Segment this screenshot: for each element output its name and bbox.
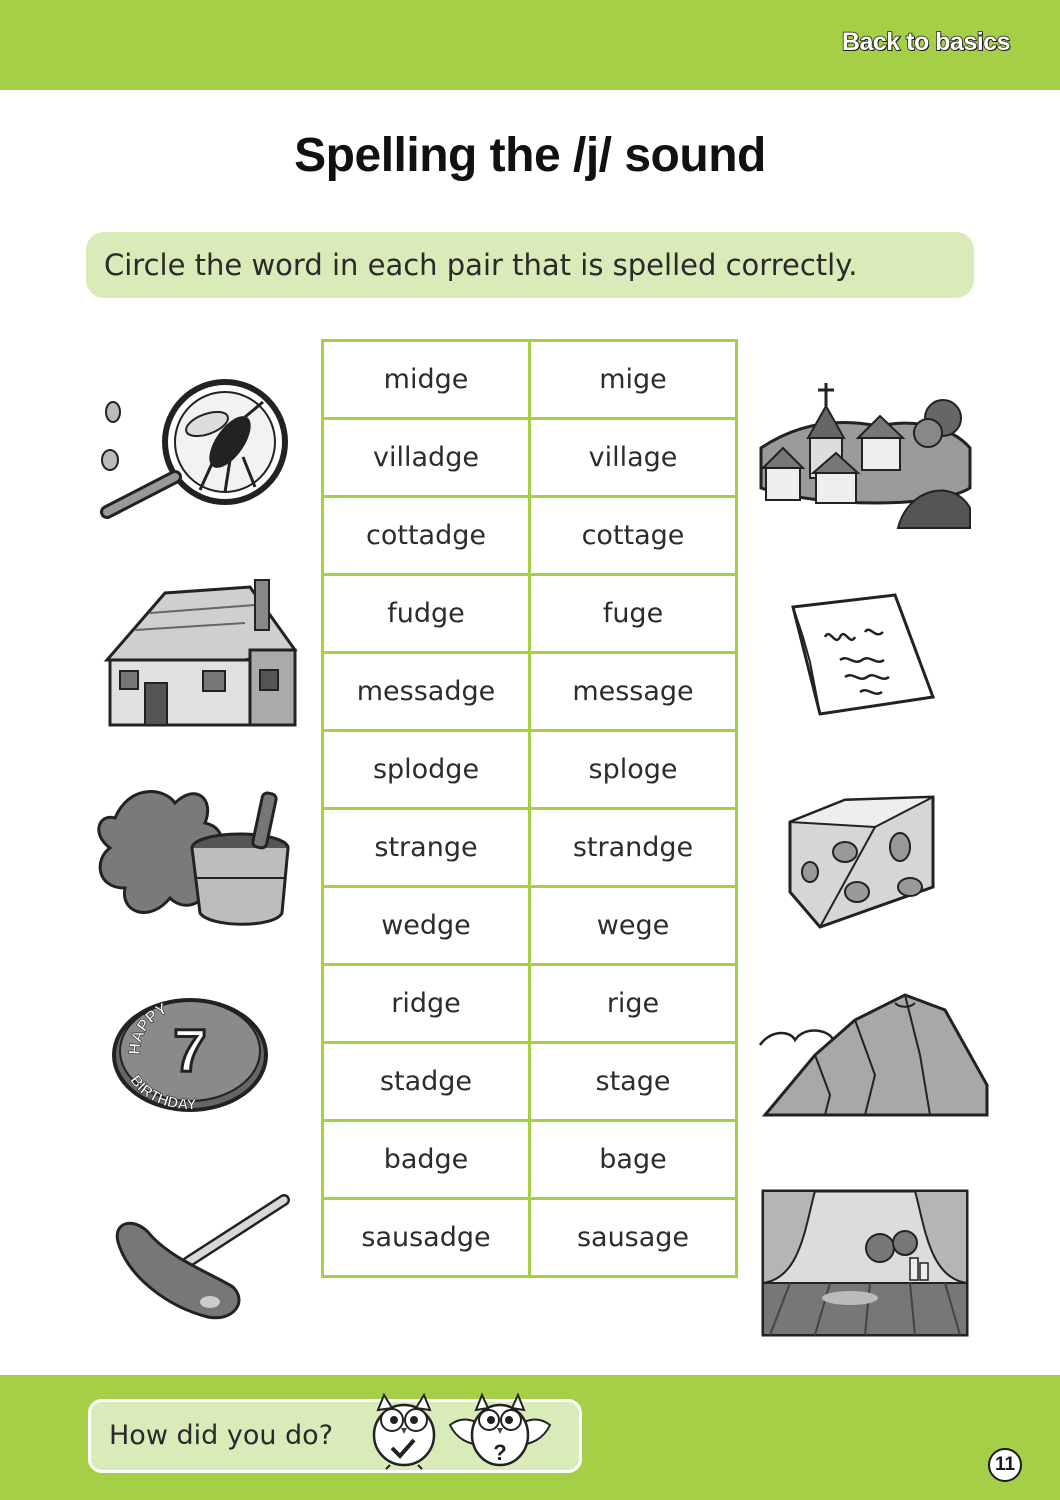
cottage-picture xyxy=(95,575,300,730)
word-choice[interactable]: fudge xyxy=(323,575,530,653)
table-row xyxy=(323,731,737,809)
badge-top-text: HAPPY xyxy=(126,1000,171,1056)
table-row xyxy=(323,809,737,887)
word-choice[interactable]: bage xyxy=(530,1121,737,1199)
theatre-stage-picture xyxy=(760,1188,970,1338)
word-choice[interactable]: wege xyxy=(530,887,737,965)
word-choice[interactable]: message xyxy=(530,653,737,731)
table-row xyxy=(323,575,737,653)
midge-magnifier-picture xyxy=(95,372,295,522)
page-number: 11 xyxy=(988,1448,1022,1482)
feedback-prompt: How did you do? xyxy=(109,1420,334,1451)
owl-tick-icon[interactable] xyxy=(368,1390,440,1470)
table-row xyxy=(323,965,737,1043)
word-choice[interactable]: stadge xyxy=(323,1043,530,1121)
word-pairs-table xyxy=(321,339,738,1278)
table-row xyxy=(323,497,737,575)
mountain-ridge-picture xyxy=(755,985,990,1120)
word-choice[interactable]: ridge xyxy=(323,965,530,1043)
word-choice[interactable]: sploge xyxy=(530,731,737,809)
word-choice[interactable]: villadge xyxy=(323,419,530,497)
instruction-box xyxy=(86,232,974,298)
word-choice[interactable]: village xyxy=(530,419,737,497)
word-choice[interactable]: mige xyxy=(530,341,737,419)
word-choice[interactable]: badge xyxy=(323,1121,530,1199)
word-choice[interactable]: sausadge xyxy=(323,1199,530,1277)
cheese-wedge-picture xyxy=(785,792,940,932)
message-letter-picture xyxy=(785,592,940,717)
table-row xyxy=(323,1199,737,1277)
badge-number: 7 xyxy=(173,1017,207,1084)
table-row xyxy=(323,653,737,731)
paint-splodge-picture xyxy=(90,778,300,938)
word-choice[interactable]: splodge xyxy=(323,731,530,809)
table-row xyxy=(323,887,737,965)
word-choice[interactable]: messadge xyxy=(323,653,530,731)
word-choice[interactable]: rige xyxy=(530,965,737,1043)
table-row xyxy=(323,1043,737,1121)
page-title: Spelling the /j/ sound xyxy=(294,129,766,182)
birthday-badge-picture xyxy=(110,985,270,1115)
word-choice[interactable]: cottage xyxy=(530,497,737,575)
word-choice[interactable]: stage xyxy=(530,1043,737,1121)
table-row xyxy=(323,341,737,419)
word-choice[interactable]: cottadge xyxy=(323,497,530,575)
word-choice[interactable]: sausage xyxy=(530,1199,737,1277)
word-choice[interactable]: midge xyxy=(323,341,530,419)
badge-bottom-text: BIRTHDAY xyxy=(126,1072,197,1114)
word-choice[interactable]: fuge xyxy=(530,575,737,653)
section-tag: Back to basics xyxy=(841,28,1010,56)
table-row xyxy=(323,1121,737,1199)
sausage-fork-picture xyxy=(108,1192,293,1327)
instruction-text: Circle the word in each pair that is spelled correctly. xyxy=(104,248,858,282)
owl-question-icon[interactable] xyxy=(448,1390,552,1470)
word-choice[interactable]: strange xyxy=(323,809,530,887)
table-row xyxy=(323,419,737,497)
word-choice[interactable]: wedge xyxy=(323,887,530,965)
word-choice[interactable]: strandge xyxy=(530,809,737,887)
svg-text:?: ? xyxy=(493,1440,507,1465)
village-picture xyxy=(758,378,973,533)
